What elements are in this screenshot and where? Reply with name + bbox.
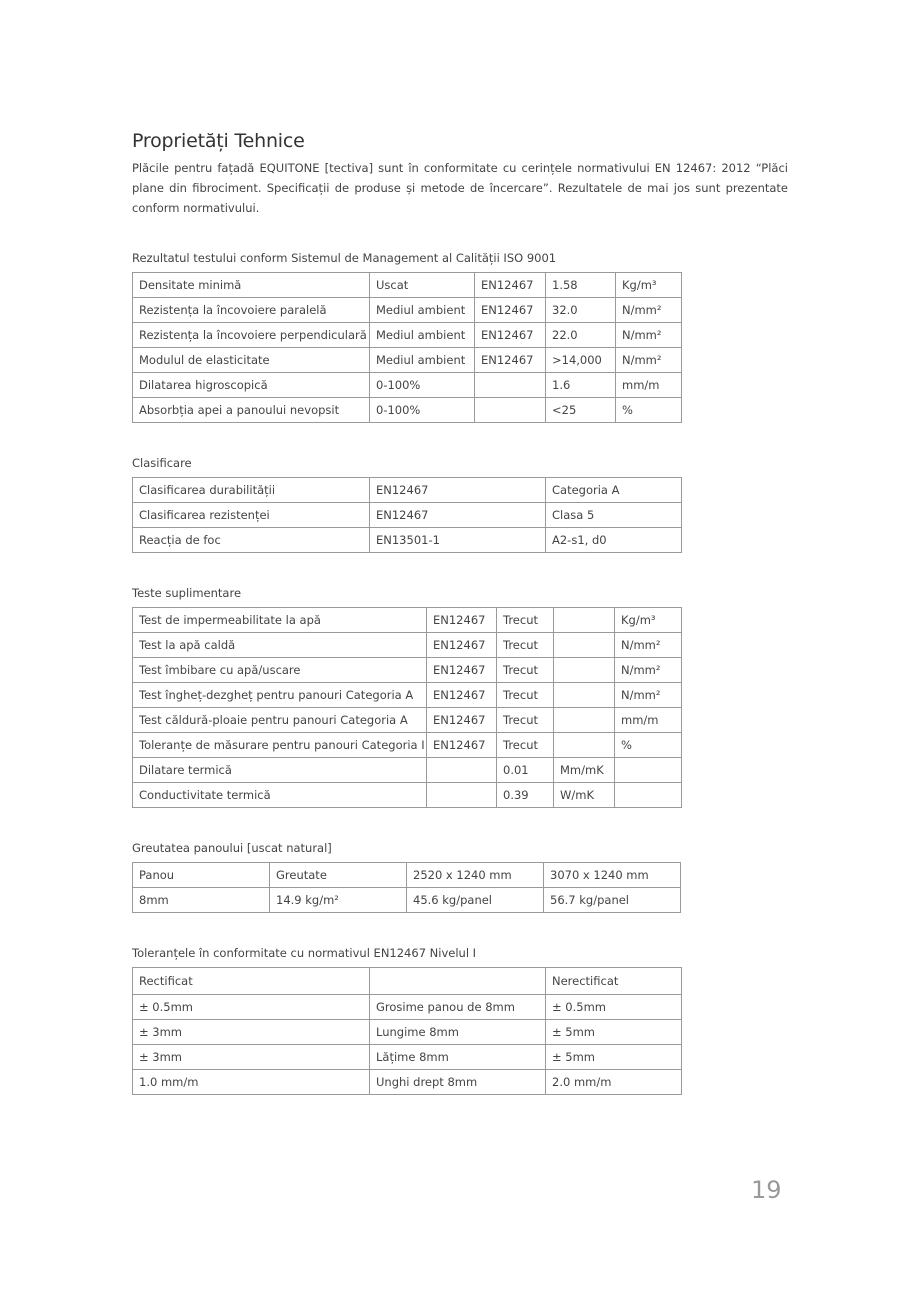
- table-cell: ± 5mm: [546, 1020, 682, 1045]
- table-row: [133, 478, 682, 503]
- table-row: [133, 888, 681, 913]
- table-row: [133, 633, 682, 658]
- table-cell: Unghi drept 8mm: [370, 1070, 546, 1095]
- table-cell: [615, 758, 682, 783]
- table-cell: N/mm²: [616, 348, 682, 373]
- table-cell: Nerectificat: [546, 968, 682, 995]
- table-cell: ± 3mm: [133, 1045, 370, 1070]
- table-cell: W/mK: [554, 783, 615, 808]
- table-cell: EN12467: [427, 708, 497, 733]
- table-cell: Reacția de foc: [133, 528, 370, 553]
- table-row: [133, 348, 682, 373]
- table-cell: Lățime 8mm: [370, 1045, 546, 1070]
- table-cell: 14.9 kg/m²: [270, 888, 407, 913]
- table-cell: EN12467: [427, 683, 497, 708]
- table-cell: Panou: [133, 863, 270, 888]
- table-cell: [554, 683, 615, 708]
- table-cell: EN12467: [475, 323, 546, 348]
- table-cell: [475, 373, 546, 398]
- table-cell: Modulul de elasticitate: [133, 348, 370, 373]
- table-row: [133, 608, 682, 633]
- table-cell: N/mm²: [615, 683, 682, 708]
- table-cell: mm/m: [616, 373, 682, 398]
- table-cell: [615, 783, 682, 808]
- table-cell: 2.0 mm/m: [546, 1070, 682, 1095]
- table-cell: Trecut: [497, 708, 554, 733]
- table-cell: [554, 708, 615, 733]
- table-cell: 2520 x 1240 mm: [407, 863, 544, 888]
- table-cell: Categoria A: [546, 478, 682, 503]
- table-cell: EN12467: [475, 298, 546, 323]
- table-cell: Dilatare termică: [133, 758, 427, 783]
- table-cell: Conductivitate termică: [133, 783, 427, 808]
- table-row: [133, 658, 682, 683]
- table-cell: ± 5mm: [546, 1045, 682, 1070]
- classification-title: Clasificare: [132, 456, 192, 470]
- table-cell: 0-100%: [370, 398, 475, 423]
- table-row: [133, 398, 682, 423]
- table-cell: 1.0 mm/m: [133, 1070, 370, 1095]
- table-cell: Test îngheț-dezgheț pentru panouri Categoria A: [133, 683, 427, 708]
- table-cell: N/mm²: [615, 633, 682, 658]
- table-cell: 0.39: [497, 783, 554, 808]
- table-cell: 45.6 kg/panel: [407, 888, 544, 913]
- table-cell: 56.7 kg/panel: [544, 888, 681, 913]
- table-cell: ± 0.5mm: [546, 995, 682, 1020]
- table-cell: EN12467: [427, 733, 497, 758]
- additional-tests-table: [132, 607, 682, 808]
- table-cell: EN12467: [427, 633, 497, 658]
- table-cell: Toleranțe de măsurare pentru panouri Categoria I: [133, 733, 427, 758]
- table-cell: 1.58: [546, 273, 616, 298]
- table-cell: 22.0: [546, 323, 616, 348]
- table-row: [133, 733, 682, 758]
- table-cell: %: [616, 398, 682, 423]
- table-cell: Trecut: [497, 658, 554, 683]
- tolerances-title: Toleranțele în conformitate cu normativul EN12467 Nivelul I: [132, 946, 477, 960]
- table-cell: A2-s1, d0: [546, 528, 682, 553]
- table-cell: 32.0: [546, 298, 616, 323]
- table-cell: Rectificat: [133, 968, 370, 995]
- table-cell: Rezistența la încovoiere paralelă: [133, 298, 370, 323]
- table-cell: Mediul ambient: [370, 323, 475, 348]
- table-cell: [554, 608, 615, 633]
- table-row: [133, 968, 682, 995]
- table-row: [133, 783, 682, 808]
- table-row: [133, 503, 682, 528]
- test-results-table: [132, 272, 682, 423]
- table-cell: Test de impermeabilitate la apă: [133, 608, 427, 633]
- table-cell: Test căldură-ploaie pentru panouri Categoria A: [133, 708, 427, 733]
- table-cell: EN12467: [427, 608, 497, 633]
- table-cell: Mm/mK: [554, 758, 615, 783]
- table-cell: Clasificarea rezistenței: [133, 503, 370, 528]
- table-cell: %: [615, 733, 682, 758]
- table-cell: Mediul ambient: [370, 298, 475, 323]
- page-number: 19: [751, 1176, 782, 1204]
- intro-paragraph: Plăcile pentru fațadă EQUITONE [tectiva] sunt în conformitate cu cerințele normativului EN 12467: 2012 “Plăci plane din fibrociment. Specificații de produse și metode de încercare”. Rezultatele de mai jos sunt prezentate conform normativului.: [132, 161, 788, 215]
- table-cell: 3070 x 1240 mm: [544, 863, 681, 888]
- table-cell: [554, 658, 615, 683]
- table-cell: EN12467: [427, 658, 497, 683]
- table-row: [133, 1070, 682, 1095]
- table-cell: Test la apă caldă: [133, 633, 427, 658]
- table-cell: [370, 968, 546, 995]
- table-cell: Trecut: [497, 633, 554, 658]
- table-cell: Kg/m³: [616, 273, 682, 298]
- table-row: [133, 1045, 682, 1070]
- table-row: [133, 1020, 682, 1045]
- table-cell: EN12467: [475, 273, 546, 298]
- table-cell: N/mm²: [616, 298, 682, 323]
- panel-weight-title: Greutatea panoului [uscat natural]: [132, 841, 332, 855]
- table-row: [133, 863, 681, 888]
- table-cell: N/mm²: [615, 658, 682, 683]
- additional-tests-title: Teste suplimentare: [132, 586, 242, 600]
- table-row: [133, 373, 682, 398]
- table-cell: Trecut: [497, 733, 554, 758]
- table-cell: Grosime panou de 8mm: [370, 995, 546, 1020]
- tolerances-table: [132, 967, 682, 1095]
- table-cell: [427, 783, 497, 808]
- table-cell: 8mm: [133, 888, 270, 913]
- classification-table: [132, 477, 682, 553]
- table-cell: 0-100%: [370, 373, 475, 398]
- table-cell: EN12467: [370, 478, 546, 503]
- table-row: [133, 683, 682, 708]
- table-cell: [475, 398, 546, 423]
- table-cell: Mediul ambient: [370, 348, 475, 373]
- table-cell: EN12467: [475, 348, 546, 373]
- table-row: [133, 995, 682, 1020]
- table-cell: Kg/m³: [615, 608, 682, 633]
- table-cell: Greutate: [270, 863, 407, 888]
- table-cell: Trecut: [497, 683, 554, 708]
- table-row: [133, 298, 682, 323]
- table-cell: [427, 758, 497, 783]
- page-title: Proprietăți Tehnice: [132, 130, 305, 152]
- table-cell: Clasificarea durabilității: [133, 478, 370, 503]
- table-row: [133, 708, 682, 733]
- table-cell: 1.6: [546, 373, 616, 398]
- table-row: [133, 273, 682, 298]
- table-cell: Dilatarea higroscopică: [133, 373, 370, 398]
- table-cell: mm/m: [615, 708, 682, 733]
- table-cell: Rezistența la încovoiere perpendiculară: [133, 323, 370, 348]
- panel-weight-table: [132, 862, 681, 913]
- table-cell: <25: [546, 398, 616, 423]
- table-cell: ± 3mm: [133, 1020, 370, 1045]
- test-results-title: Rezultatul testului conform Sistemul de Management al Calității ISO 9001: [132, 251, 557, 265]
- table-cell: Densitate minimă: [133, 273, 370, 298]
- table-cell: EN12467: [370, 503, 546, 528]
- table-cell: Absorbția apei a panoului nevopsit: [133, 398, 370, 423]
- table-cell: Test îmbibare cu apă/uscare: [133, 658, 427, 683]
- table-cell: Clasa 5: [546, 503, 682, 528]
- table-cell: >14,000: [546, 348, 616, 373]
- page-content: [132, 130, 788, 1095]
- table-row: [133, 758, 682, 783]
- table-cell: Lungime 8mm: [370, 1020, 546, 1045]
- table-cell: 0.01: [497, 758, 554, 783]
- table-cell: Trecut: [497, 608, 554, 633]
- table-cell: [554, 733, 615, 758]
- table-cell: N/mm²: [616, 323, 682, 348]
- table-cell: [554, 633, 615, 658]
- table-row: [133, 323, 682, 348]
- table-cell: Uscat: [370, 273, 475, 298]
- table-cell: ± 0.5mm: [133, 995, 370, 1020]
- table-row: [133, 528, 682, 553]
- table-cell: EN13501-1: [370, 528, 546, 553]
